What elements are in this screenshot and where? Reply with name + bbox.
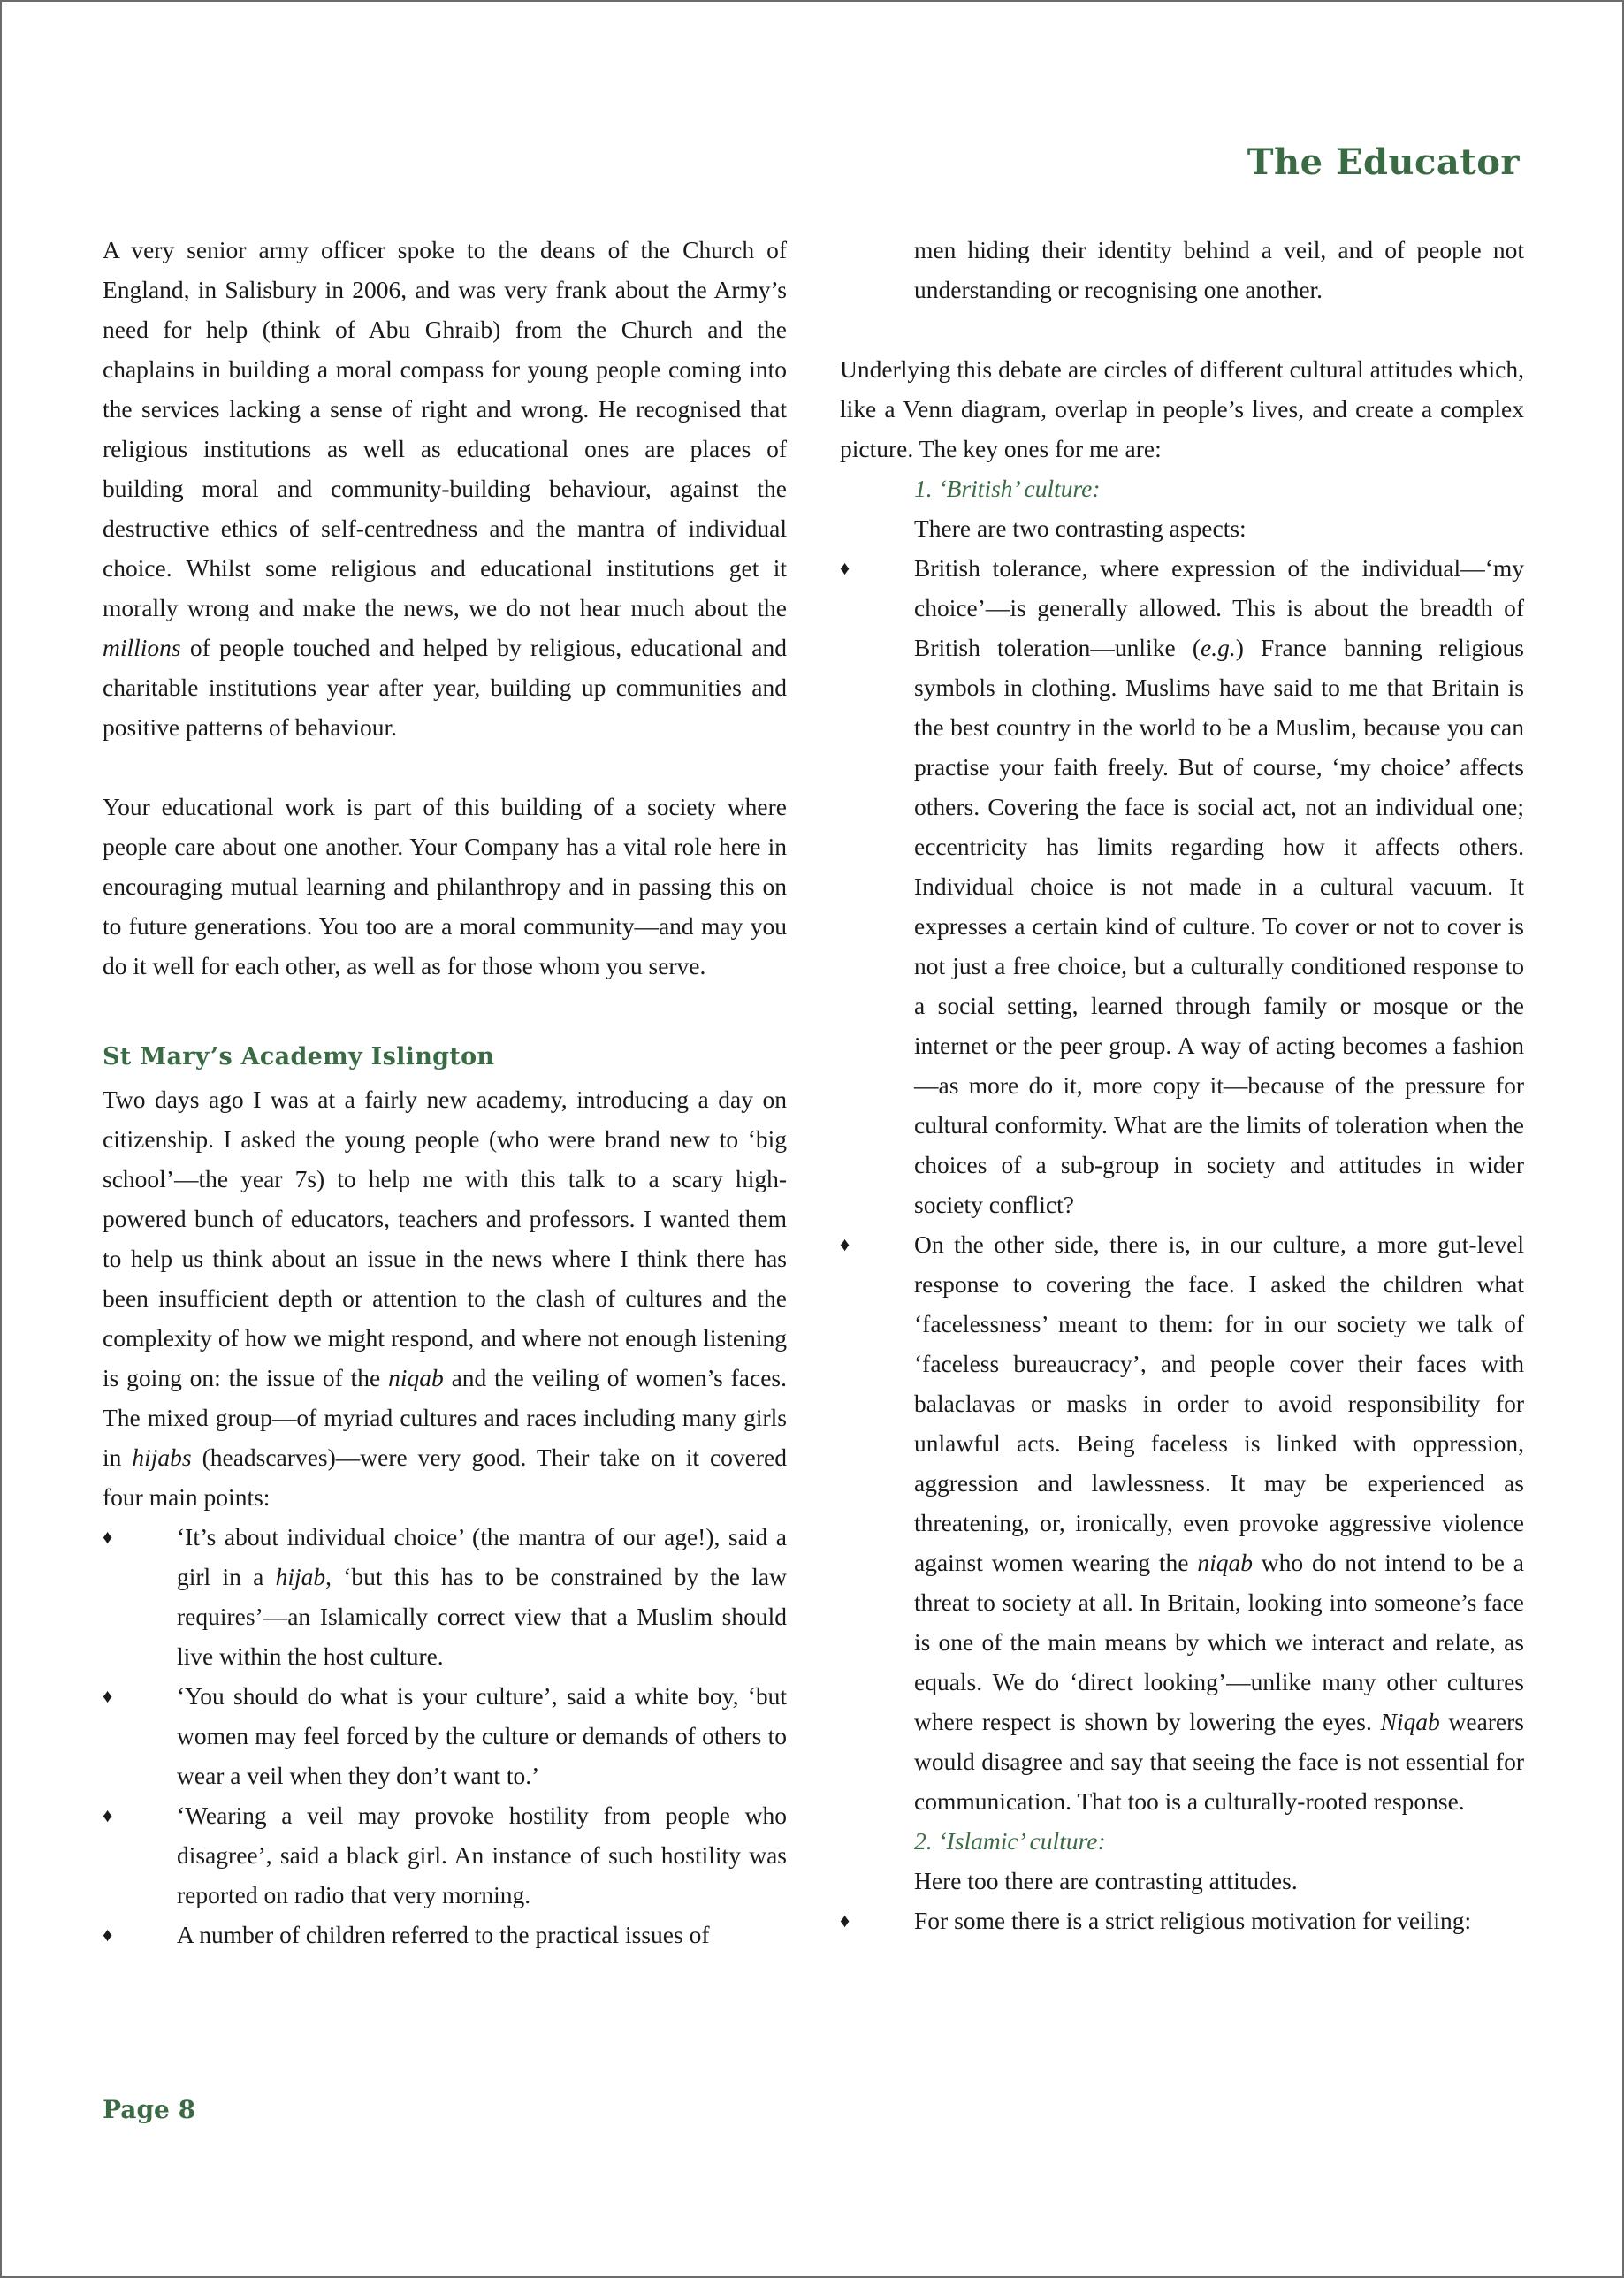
paragraph: Underlying this debate are circles of different cultural attitudes which, like a Venn diagram, overlap in people’s lives, and create a complex picture. The key ones for me are: <box>840 355 1524 462</box>
diamond-bullet-icon: ♦ <box>103 1804 113 1826</box>
diamond-bullet-icon: ♦ <box>103 1526 113 1548</box>
publication-title: The Educator <box>1247 141 1520 183</box>
paragraph: Here too there are contrasting attitudes. <box>914 1867 1298 1894</box>
page-number: Page 8 <box>103 2095 196 2124</box>
paragraph: Two days ago I was at a fairly new academy, introducing a day on citizenship. I asked the young people (who were brand new to ‘big school’—the year 7s) to help me with this talk to a scary high-powered bunch of educators, teachers and professors. I wanted them to help us think about an issue in the news where I think there has been insufficient depth or attention to the clash of cultures and the complexity of how we might respond, and where not enough listening is going on: the issue of the niqab and the veiling of women’s faces. The mixed group—of myriad cultures and races including many girls in hijabs (headscarves)—were very good. Their take on it covered four main points: <box>103 1086 788 1511</box>
subheading: 1. ‘British’ culture: <box>914 475 1101 502</box>
paragraph: There are two contrasting aspects: <box>914 514 1247 542</box>
bullet-item: ♦ A number of children referred to the practical issues of <box>103 1915 787 1954</box>
bullet-item: ♦ British tolerance, where expression of the individual—‘my choice’—is generally allowed. This is about the breadth of British toleration—unlike (e.g.) France banning religious symbols in clothing. Muslims have said to me that Britain is the best country in the world to be a Muslim, because you can practise your faith freely. But of course, ‘my choice’ affects others. Covering the face is social act, not an individual one; eccentricity has limits regarding how it affects others. Individual choice is not made in a cultural vacuum. It expresses a certain kind of culture. To cover or not to cover is not just a free choice, but a culturally conditioned response to a social setting, learned through family or mosque or the internet or the peer group. A way of acting becomes a fashion—as more do it, more copy it—because of the pressure for cultural conformity. What are the limits of toleration when the choices of a sub-group in society and attitudes in wider society conflict? <box>840 548 1524 1224</box>
bullet-item: ♦ ‘It’s about individual choice’ (the mantra of our age!), said a girl in a hijab, ‘but this has to be constrained by the law requires’—an Islamically correct view that a Muslim should live within the host culture. <box>103 1517 787 1676</box>
diamond-bullet-icon: ♦ <box>840 1233 850 1255</box>
diamond-bullet-icon: ♦ <box>840 557 850 579</box>
bullet-item: ♦ ‘You should do what is your culture’, said a white boy, ‘but women may feel forced by the culture or demands of others to wear a veil when they don’t want to.’ <box>103 1676 787 1795</box>
right-column <box>840 230 1524 1940</box>
diamond-bullet-icon: ♦ <box>103 1924 113 1946</box>
left-column <box>103 230 787 1954</box>
diamond-bullet-icon: ♦ <box>103 1685 113 1707</box>
emphasis: millions <box>103 634 181 661</box>
bullet-item: ♦ ‘Wearing a veil may provoke hostility from people who disagree’, said a black girl. An instance of such hostility was reported on radio that very morning. <box>103 1795 787 1915</box>
subheading: 2. ‘Islamic’ culture: <box>914 1827 1106 1855</box>
paragraph-continuation: men hiding their identity behind a veil, and of people not understanding or recognising one another. <box>914 236 1524 303</box>
bullet-item: ♦ On the other side, there is, in our culture, a more gut-level response to covering the face. I asked the children what ‘facelessness’ meant to them: for in our society we talk of ‘faceless bureaucracy’, and people cover their faces with balaclavas or masks in order to avoid responsibility for unlawful acts. Being faceless is linked with oppression, aggression and lawlessness. It may be experienced as threatening, or, ironically, even provoke aggressive violence against women wearing the niqab who do not intend to be a threat to society at all. In Britain, looking into someone’s face is one of the main means by which we interact and relate, as equals. We do ‘direct looking’—unlike many other cultures where respect is shown by lowering the eyes. Niqab wearers would disagree and say that seeing the face is not essential for communication. That too is a culturally-rooted response. <box>840 1224 1524 1821</box>
diamond-bullet-icon: ♦ <box>840 1909 850 1931</box>
paragraph: Your educational work is part of this building of a society where people care about one another. Your Company has a vital role here in encouraging mutual learning and philanthropy and in passing this on to future generations. You too are a moral community—and may you do it well for each other, as well as for those whom you serve. <box>103 793 787 979</box>
paragraph: A very senior army officer spoke to the deans of the Church of England, in Salisbury in 2006, and was very frank about the Army’s need for help (think of Abu Ghraib) from the Church and the chaplains in building a moral compass for young people coming into the services lacking a sense of right and wrong. He recognised that religious institutions as well as educational ones are places of building moral and community-building behaviour, against the destructive ethics of self-centredness and the mantra of individual choice. Whilst some religious and educational institutions get it morally wrong and make the news, we do not hear much about the millions of people touched and helped by religious, educational and charitable institutions year after year, building up communities and positive patterns of behaviour. <box>103 236 787 741</box>
section-heading: St Mary’s Academy Islington <box>103 1043 495 1070</box>
bullet-item: ♦ For some there is a strict religious motivation for veiling: <box>840 1901 1524 1940</box>
